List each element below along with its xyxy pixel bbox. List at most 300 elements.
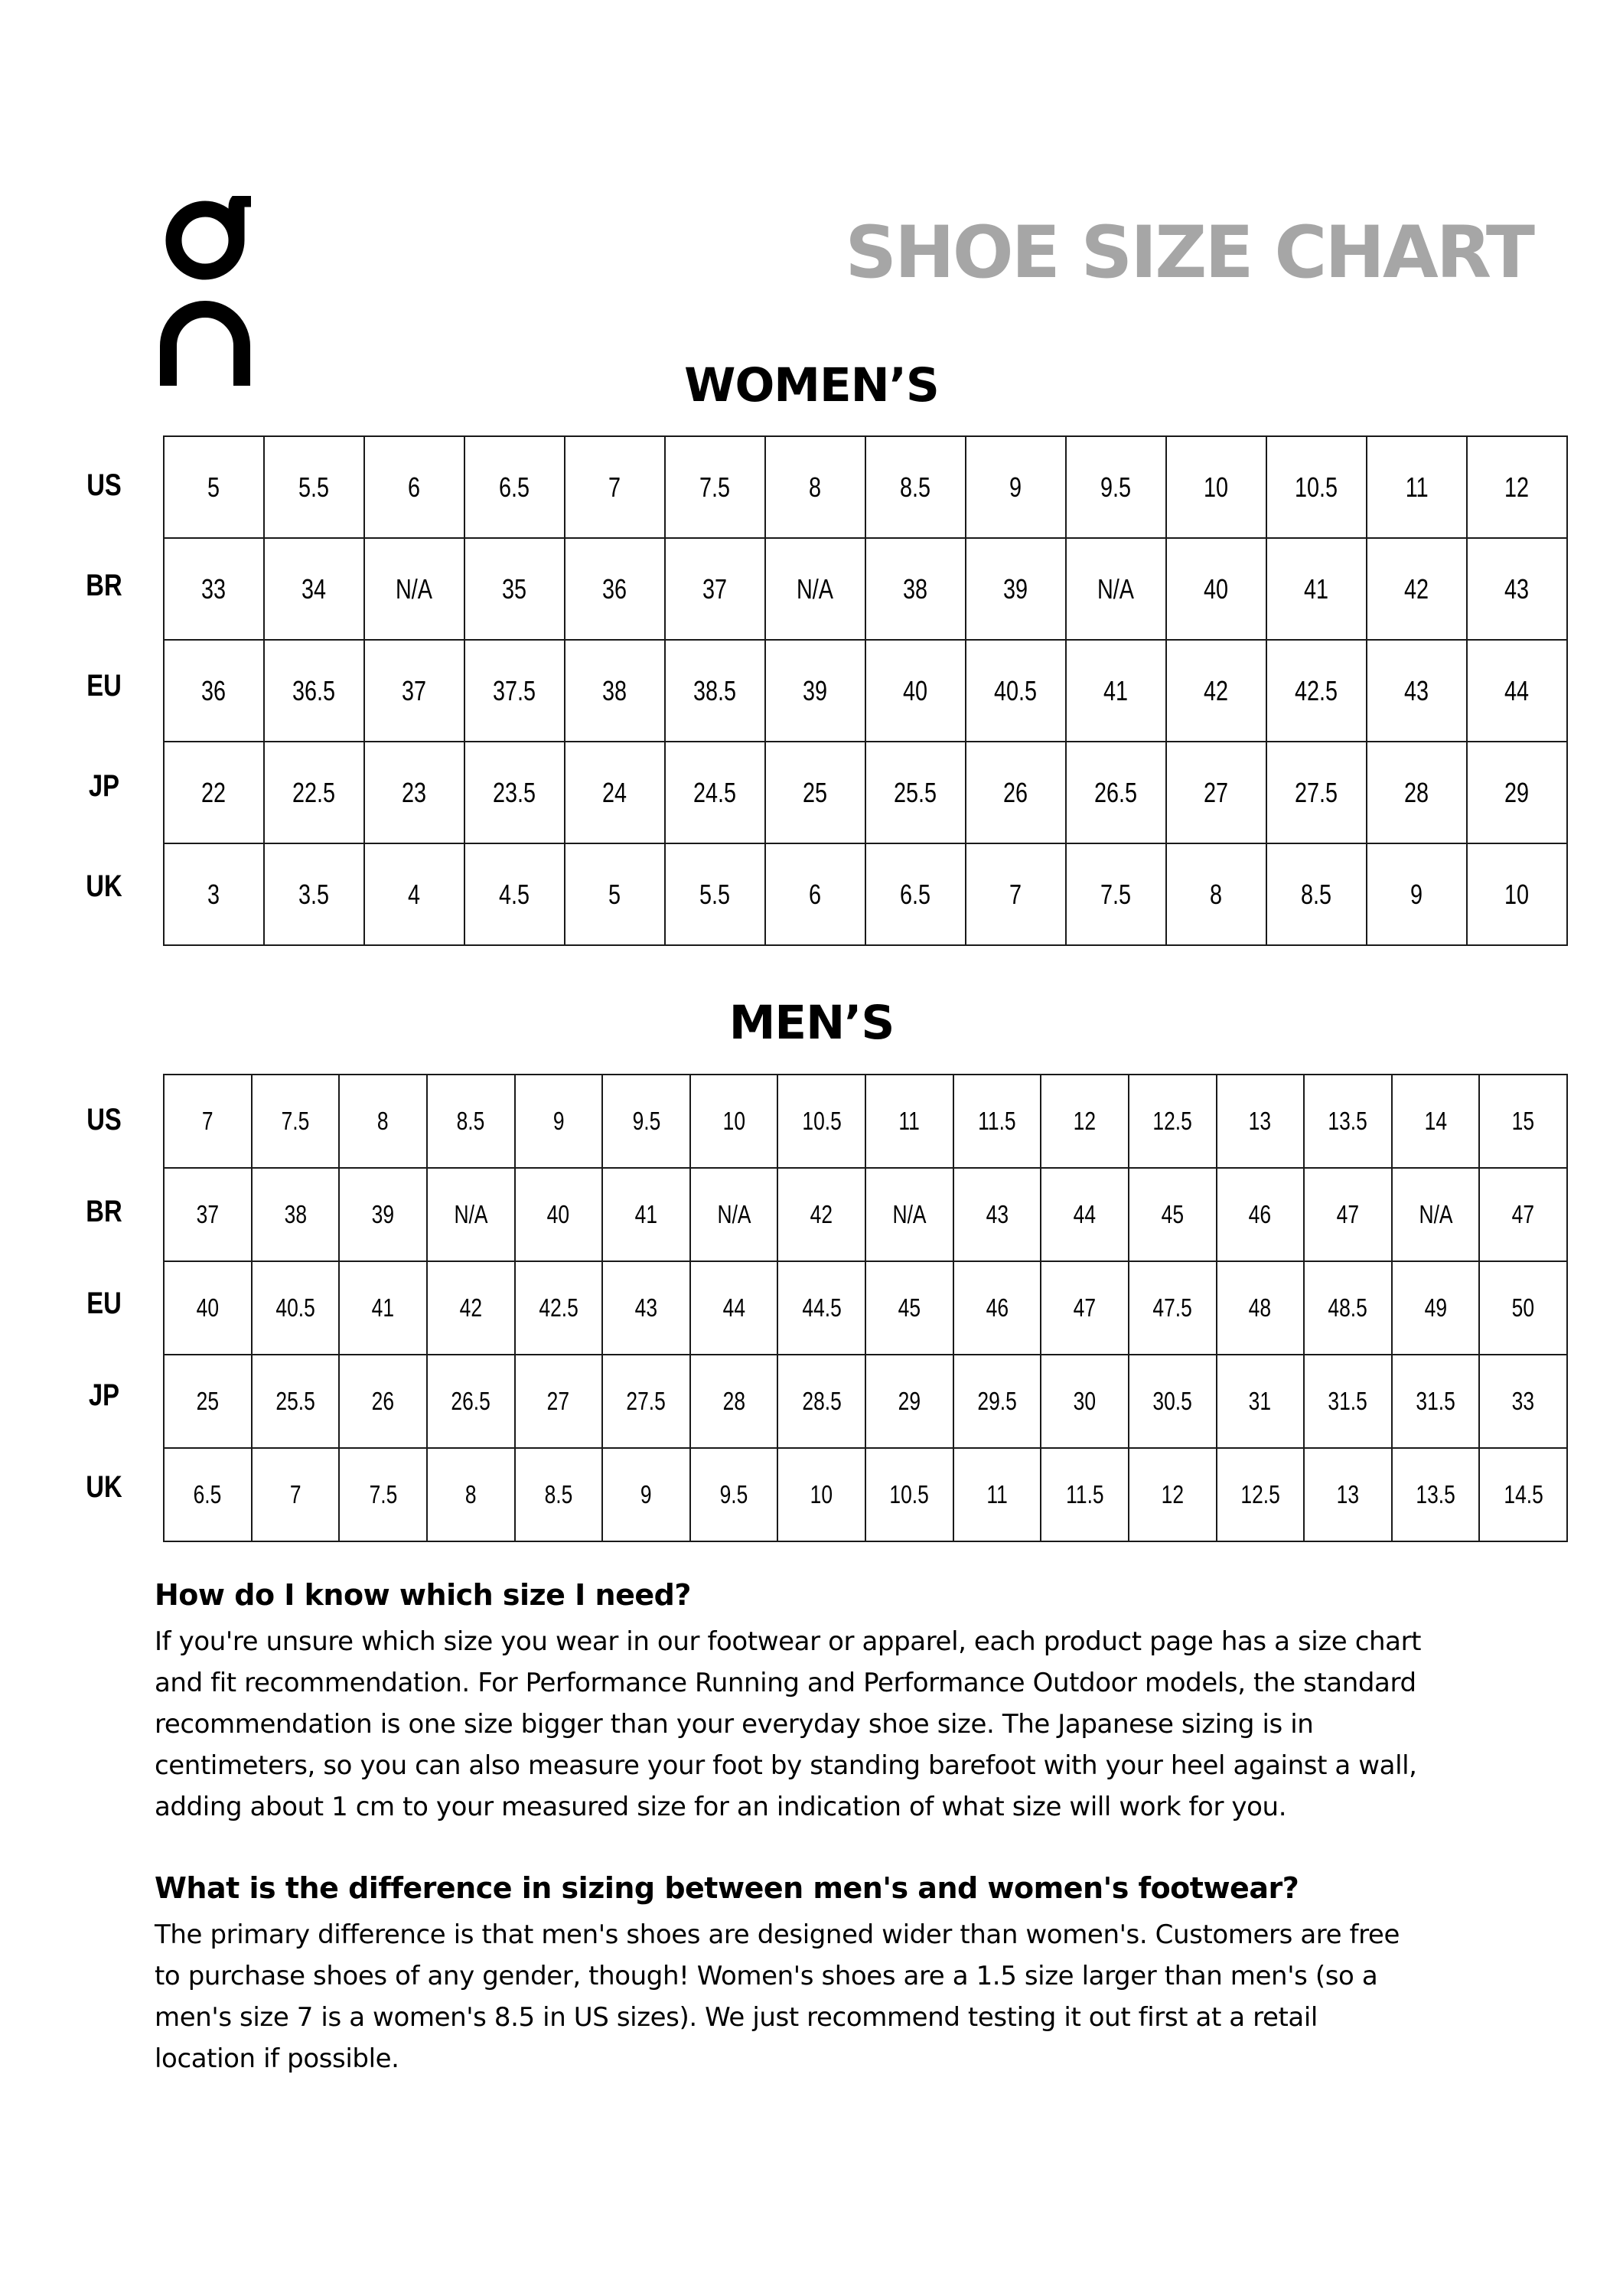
size-cell — [1217, 1075, 1305, 1168]
size-value: 40 — [547, 1200, 570, 1228]
size-value: 48 — [1249, 1293, 1272, 1322]
womens-row-label-us: US — [86, 468, 122, 502]
size-value: 47 — [1073, 1293, 1097, 1322]
table-row — [164, 1448, 1567, 1541]
size-cell — [565, 640, 665, 742]
size-value: 25 — [803, 776, 828, 808]
size-value: N/A — [717, 1200, 751, 1228]
size-value: 42 — [1404, 572, 1429, 605]
size-value: 38 — [284, 1200, 307, 1228]
size-cell — [1041, 1168, 1129, 1261]
size-cell — [665, 742, 765, 843]
faq-question: What is the difference in sizing between men's and women's footwear? — [155, 1871, 1299, 1905]
size-value: 40 — [196, 1293, 219, 1322]
size-cell — [1266, 843, 1367, 945]
size-value: 13 — [1249, 1107, 1272, 1135]
womens-size-table — [163, 435, 1568, 946]
size-value: 10 — [1504, 878, 1530, 910]
size-value: 11 — [986, 1480, 1008, 1508]
mens-section-title: MEN’S — [728, 996, 895, 1050]
table-row — [164, 538, 1567, 640]
size-cell — [339, 1448, 427, 1541]
size-value: 9.5 — [632, 1107, 660, 1135]
size-cell — [1479, 1355, 1567, 1448]
size-cell — [364, 436, 464, 538]
size-cell — [264, 436, 364, 538]
size-value: 5 — [608, 878, 621, 910]
size-value: 22.5 — [292, 776, 336, 808]
size-value: 27.5 — [1295, 776, 1338, 808]
size-value: 45 — [1161, 1200, 1184, 1228]
size-value: 27 — [547, 1387, 570, 1415]
size-value: 6.5 — [900, 878, 931, 910]
size-value: 24 — [602, 776, 627, 808]
size-value: 11 — [1405, 471, 1429, 503]
page-title: SHOE SIZE CHART — [845, 211, 1533, 295]
size-value: 33 — [201, 572, 227, 605]
size-cell — [602, 1075, 690, 1168]
size-cell — [164, 436, 264, 538]
size-cell — [339, 1261, 427, 1355]
size-value: 9 — [1009, 471, 1022, 503]
size-value: 5 — [207, 471, 220, 503]
mens-size-table — [163, 1074, 1568, 1542]
size-value: N/A — [396, 572, 433, 605]
size-cell — [1129, 1168, 1217, 1261]
size-cell — [1129, 1075, 1217, 1168]
size-value: 41 — [371, 1293, 395, 1322]
table-row — [164, 1168, 1567, 1261]
size-cell — [665, 843, 765, 945]
size-value: 24.5 — [693, 776, 737, 808]
womens-section-title: WOMEN’S — [684, 358, 939, 413]
size-cell — [339, 1075, 427, 1168]
size-value: 6.5 — [499, 471, 530, 503]
size-cell — [252, 1448, 340, 1541]
size-value: 10 — [810, 1480, 833, 1508]
size-cell — [1467, 538, 1567, 640]
size-value: 40 — [1204, 572, 1229, 605]
size-cell — [1266, 640, 1367, 742]
size-cell — [1066, 538, 1166, 640]
size-cell — [690, 1355, 778, 1448]
size-cell — [464, 538, 565, 640]
size-cell — [464, 436, 565, 538]
size-value: 38.5 — [693, 674, 737, 706]
size-value: 42 — [1204, 674, 1229, 706]
size-value: 26 — [1003, 776, 1028, 808]
size-cell — [1129, 1448, 1217, 1541]
size-cell — [1166, 843, 1266, 945]
size-value: 26.5 — [451, 1387, 490, 1415]
size-value: 40 — [903, 674, 928, 706]
table-row — [164, 436, 1567, 538]
size-cell — [953, 1355, 1041, 1448]
size-cell — [1467, 640, 1567, 742]
size-value: 44 — [722, 1293, 745, 1322]
size-value: 10.5 — [801, 1107, 842, 1135]
size-value: 43 — [1404, 674, 1429, 706]
size-cell — [865, 538, 966, 640]
size-value: 31.5 — [1328, 1387, 1368, 1415]
size-cell — [953, 1075, 1041, 1168]
size-cell — [690, 1448, 778, 1541]
size-value: 45 — [898, 1293, 921, 1322]
size-cell — [690, 1261, 778, 1355]
size-value: 4.5 — [499, 878, 530, 910]
size-cell — [665, 436, 765, 538]
size-value: 7 — [1009, 878, 1022, 910]
table-row — [164, 843, 1567, 945]
size-value: 10.5 — [1295, 471, 1338, 503]
size-cell — [1266, 538, 1367, 640]
size-value: 46 — [986, 1293, 1009, 1322]
size-cell — [865, 1448, 953, 1541]
size-cell — [565, 538, 665, 640]
size-value: 31.5 — [1416, 1387, 1455, 1415]
size-cell — [264, 538, 364, 640]
size-value: 41 — [1304, 572, 1329, 605]
size-value: 36 — [201, 674, 227, 706]
size-cell — [1392, 1355, 1480, 1448]
size-value: 6 — [408, 471, 421, 503]
size-value: 7 — [201, 1107, 213, 1135]
size-value: N/A — [797, 572, 834, 605]
faq-mens-vs-womens — [155, 1871, 1425, 2079]
faq-which-size — [155, 1578, 1425, 1828]
size-cell — [1479, 1075, 1567, 1168]
size-cell — [777, 1168, 865, 1261]
size-cell — [515, 1168, 603, 1261]
size-cell — [515, 1075, 603, 1168]
size-cell — [1304, 1448, 1392, 1541]
size-value: 10.5 — [889, 1480, 929, 1508]
size-value: 42 — [459, 1293, 482, 1322]
size-cell — [1217, 1168, 1305, 1261]
size-cell — [1166, 538, 1266, 640]
size-cell — [1367, 538, 1467, 640]
size-cell — [1479, 1261, 1567, 1355]
size-cell — [953, 1448, 1041, 1541]
size-value: 37.5 — [493, 674, 536, 706]
size-value: 8 — [377, 1107, 389, 1135]
size-cell — [1066, 843, 1166, 945]
size-value: 37 — [196, 1200, 219, 1228]
size-value: 47 — [1336, 1200, 1360, 1228]
size-value: 8.5 — [900, 471, 931, 503]
size-cell — [865, 640, 966, 742]
size-cell — [1392, 1168, 1480, 1261]
size-value: 25 — [196, 1387, 219, 1415]
size-cell — [1304, 1168, 1392, 1261]
size-cell — [164, 1261, 252, 1355]
size-value: 43 — [1504, 572, 1530, 605]
size-value: 9 — [1410, 878, 1423, 910]
table-row — [164, 1261, 1567, 1355]
size-cell — [252, 1355, 340, 1448]
size-value: 34 — [301, 572, 327, 605]
size-value: 7.5 — [1100, 878, 1132, 910]
size-cell — [1266, 742, 1367, 843]
womens-row-label-jp: JP — [88, 769, 120, 803]
size-value: 36 — [602, 572, 627, 605]
size-value: 47.5 — [1152, 1293, 1192, 1322]
size-cell — [665, 538, 765, 640]
size-cell — [252, 1075, 340, 1168]
size-cell — [164, 1448, 252, 1541]
size-value: 47 — [1512, 1200, 1535, 1228]
mens-row-label-uk: UK — [86, 1469, 122, 1504]
size-cell — [1041, 1448, 1129, 1541]
size-cell — [777, 1448, 865, 1541]
size-value: 14 — [1424, 1107, 1447, 1135]
womens-row-label-br: BR — [86, 569, 122, 602]
size-value: 8 — [464, 1480, 477, 1508]
size-cell — [966, 538, 1066, 640]
size-cell — [264, 640, 364, 742]
size-cell — [953, 1261, 1041, 1355]
size-value: 27.5 — [626, 1387, 666, 1415]
size-cell — [164, 843, 264, 945]
size-cell — [865, 742, 966, 843]
size-value: 25.5 — [894, 776, 937, 808]
size-value: 4 — [408, 878, 421, 910]
size-value: 48.5 — [1328, 1293, 1368, 1322]
size-value: 26.5 — [1094, 776, 1138, 808]
size-value: 3.5 — [298, 878, 330, 910]
size-cell — [364, 742, 464, 843]
size-cell — [777, 1075, 865, 1168]
size-value: N/A — [1097, 572, 1135, 605]
womens-row-labels — [66, 435, 142, 937]
size-value: 13 — [1336, 1480, 1360, 1508]
size-value: 12 — [1073, 1107, 1097, 1135]
size-value: 12.5 — [1240, 1480, 1280, 1508]
size-cell — [777, 1355, 865, 1448]
size-cell — [865, 1355, 953, 1448]
size-value: 7 — [289, 1480, 301, 1508]
size-value: 8.5 — [544, 1480, 573, 1508]
size-cell — [953, 1168, 1041, 1261]
size-value: 50 — [1512, 1293, 1535, 1322]
size-cell — [1479, 1448, 1567, 1541]
womens-row-label-eu: EU — [86, 669, 122, 703]
size-cell — [1041, 1261, 1129, 1355]
size-cell — [1041, 1075, 1129, 1168]
size-value: 44 — [1073, 1200, 1097, 1228]
size-value: 9.5 — [1100, 471, 1132, 503]
size-cell — [427, 1075, 515, 1168]
size-cell — [1304, 1261, 1392, 1355]
size-value: 8.5 — [456, 1107, 485, 1135]
size-value: 46 — [1249, 1200, 1272, 1228]
size-cell — [339, 1168, 427, 1261]
size-value: 13.5 — [1328, 1107, 1368, 1135]
size-cell — [602, 1168, 690, 1261]
mens-row-label-eu: EU — [86, 1286, 122, 1320]
table-row — [164, 640, 1567, 742]
size-cell — [602, 1261, 690, 1355]
size-cell — [1166, 436, 1266, 538]
size-value: 8.5 — [1301, 878, 1332, 910]
size-cell — [1367, 843, 1467, 945]
size-value: 41 — [634, 1200, 658, 1228]
size-cell — [264, 742, 364, 843]
size-cell — [1392, 1448, 1480, 1541]
size-cell — [364, 640, 464, 742]
size-value: 12.5 — [1152, 1107, 1192, 1135]
size-value: 8 — [809, 471, 822, 503]
size-value: 40.5 — [275, 1293, 315, 1322]
size-cell — [252, 1261, 340, 1355]
size-value: 40.5 — [994, 674, 1038, 706]
mens-row-label-jp: JP — [88, 1378, 120, 1412]
size-value: 44 — [1504, 674, 1530, 706]
size-value: 7.5 — [699, 471, 731, 503]
size-cell — [1066, 640, 1166, 742]
size-cell — [1367, 640, 1467, 742]
size-value: N/A — [1419, 1200, 1453, 1228]
size-value: 9 — [640, 1480, 652, 1508]
size-cell — [602, 1355, 690, 1448]
size-cell — [1467, 843, 1567, 945]
size-value: 43 — [634, 1293, 658, 1322]
mens-row-labels — [66, 1074, 142, 1533]
size-value: 15 — [1512, 1107, 1535, 1135]
size-cell — [1217, 1355, 1305, 1448]
size-value: 5.5 — [699, 878, 731, 910]
size-value: 39 — [371, 1200, 395, 1228]
size-value: 42 — [810, 1200, 833, 1228]
size-value: 37 — [402, 674, 427, 706]
size-cell — [966, 843, 1066, 945]
size-value: 42.5 — [539, 1293, 578, 1322]
size-value: 29 — [898, 1387, 921, 1415]
size-cell — [690, 1075, 778, 1168]
size-value: 12 — [1161, 1480, 1184, 1508]
mens-row-label-us: US — [86, 1102, 122, 1137]
size-value: 38 — [602, 674, 627, 706]
table-row — [164, 1075, 1567, 1168]
size-cell — [966, 640, 1066, 742]
faq-answer: If you're unsure which size you wear in our footwear or apparel, each product page has a size chart and fit recommendation. For Performance Running and Performance Outdoor models, the standard recommendation is one size bigger than your everyday shoe size. The Japanese sizing is in centimeters, so you can also measure your foot by standing barefoot with your heel against a wall, adding about 1 cm to your measured size for an indication of what size will work for you. — [155, 1626, 1422, 1822]
size-cell — [765, 742, 865, 843]
size-value: 9 — [552, 1107, 565, 1135]
size-cell — [364, 538, 464, 640]
size-value: 39 — [1003, 572, 1028, 605]
size-cell — [602, 1448, 690, 1541]
size-value: 30.5 — [1152, 1387, 1192, 1415]
size-value: 31 — [1249, 1387, 1272, 1415]
size-cell — [1166, 640, 1266, 742]
size-value: 28.5 — [801, 1387, 842, 1415]
size-value: 5.5 — [298, 471, 330, 503]
size-value: 49 — [1424, 1293, 1447, 1322]
size-value: 42.5 — [1295, 674, 1338, 706]
size-value: 28 — [1404, 776, 1429, 808]
size-value: 13.5 — [1416, 1480, 1455, 1508]
size-value: 7.5 — [369, 1480, 397, 1508]
size-cell — [765, 843, 865, 945]
size-value: 25.5 — [275, 1387, 315, 1415]
size-value: 36.5 — [292, 674, 336, 706]
size-cell — [164, 1075, 252, 1168]
size-value: 30 — [1073, 1387, 1097, 1415]
size-value: 43 — [986, 1200, 1009, 1228]
size-cell — [1217, 1448, 1305, 1541]
size-value: 44.5 — [801, 1293, 842, 1322]
size-value: 9.5 — [719, 1480, 748, 1508]
size-cell — [966, 436, 1066, 538]
size-cell — [865, 1075, 953, 1168]
size-cell — [1467, 436, 1567, 538]
faq-question: How do I know which size I need? — [155, 1578, 691, 1612]
size-cell — [164, 640, 264, 742]
size-value: 23.5 — [493, 776, 536, 808]
size-cell — [1479, 1168, 1567, 1261]
size-cell — [464, 843, 565, 945]
size-cell — [1041, 1355, 1129, 1448]
size-cell — [565, 436, 665, 538]
size-cell — [164, 742, 264, 843]
size-value: 11.5 — [1065, 1480, 1104, 1508]
size-cell — [427, 1261, 515, 1355]
size-cell — [264, 843, 364, 945]
size-value: 27 — [1204, 776, 1229, 808]
size-value: 39 — [803, 674, 828, 706]
size-cell — [1266, 436, 1367, 538]
size-cell — [164, 538, 264, 640]
size-cell — [765, 538, 865, 640]
size-value: 26 — [371, 1387, 395, 1415]
size-value: 7.5 — [281, 1107, 310, 1135]
size-cell — [1392, 1075, 1480, 1168]
size-cell — [427, 1168, 515, 1261]
size-cell — [865, 1261, 953, 1355]
size-cell — [1066, 742, 1166, 843]
size-value: 10 — [1204, 471, 1229, 503]
size-cell — [1467, 742, 1567, 843]
size-value: 11.5 — [978, 1107, 1016, 1135]
size-cell — [1129, 1261, 1217, 1355]
mens-row-label-br: BR — [86, 1194, 122, 1228]
size-cell — [1304, 1075, 1392, 1168]
size-cell — [252, 1168, 340, 1261]
size-value: 35 — [502, 572, 527, 605]
size-cell — [427, 1448, 515, 1541]
size-cell — [1304, 1355, 1392, 1448]
size-value: 37 — [702, 572, 728, 605]
womens-row-label-uk: UK — [86, 869, 122, 903]
size-cell — [427, 1355, 515, 1448]
size-value: 29.5 — [977, 1387, 1017, 1415]
size-value: 28 — [722, 1387, 745, 1415]
size-cell — [339, 1355, 427, 1448]
size-value: 3 — [207, 878, 220, 910]
faq-answer: The primary difference is that men's shoes are designed wider than women's. Customers are free to purchase shoes of any gender, though! Women's shoes are a 1.5 size larger than men's (so a men's size 7 is a women's 8.5 in US sizes). We just recommend testing it out first at a retail location if possible. — [155, 1919, 1400, 2074]
size-cell — [1129, 1355, 1217, 1448]
size-value: 7 — [608, 471, 621, 503]
size-cell — [966, 742, 1066, 843]
size-cell — [515, 1448, 603, 1541]
size-cell — [164, 1168, 252, 1261]
size-cell — [865, 1168, 953, 1261]
size-value: 41 — [1103, 674, 1129, 706]
size-cell — [164, 1355, 252, 1448]
size-cell — [1217, 1261, 1305, 1355]
size-value: 11 — [898, 1107, 921, 1135]
size-value: 38 — [903, 572, 928, 605]
